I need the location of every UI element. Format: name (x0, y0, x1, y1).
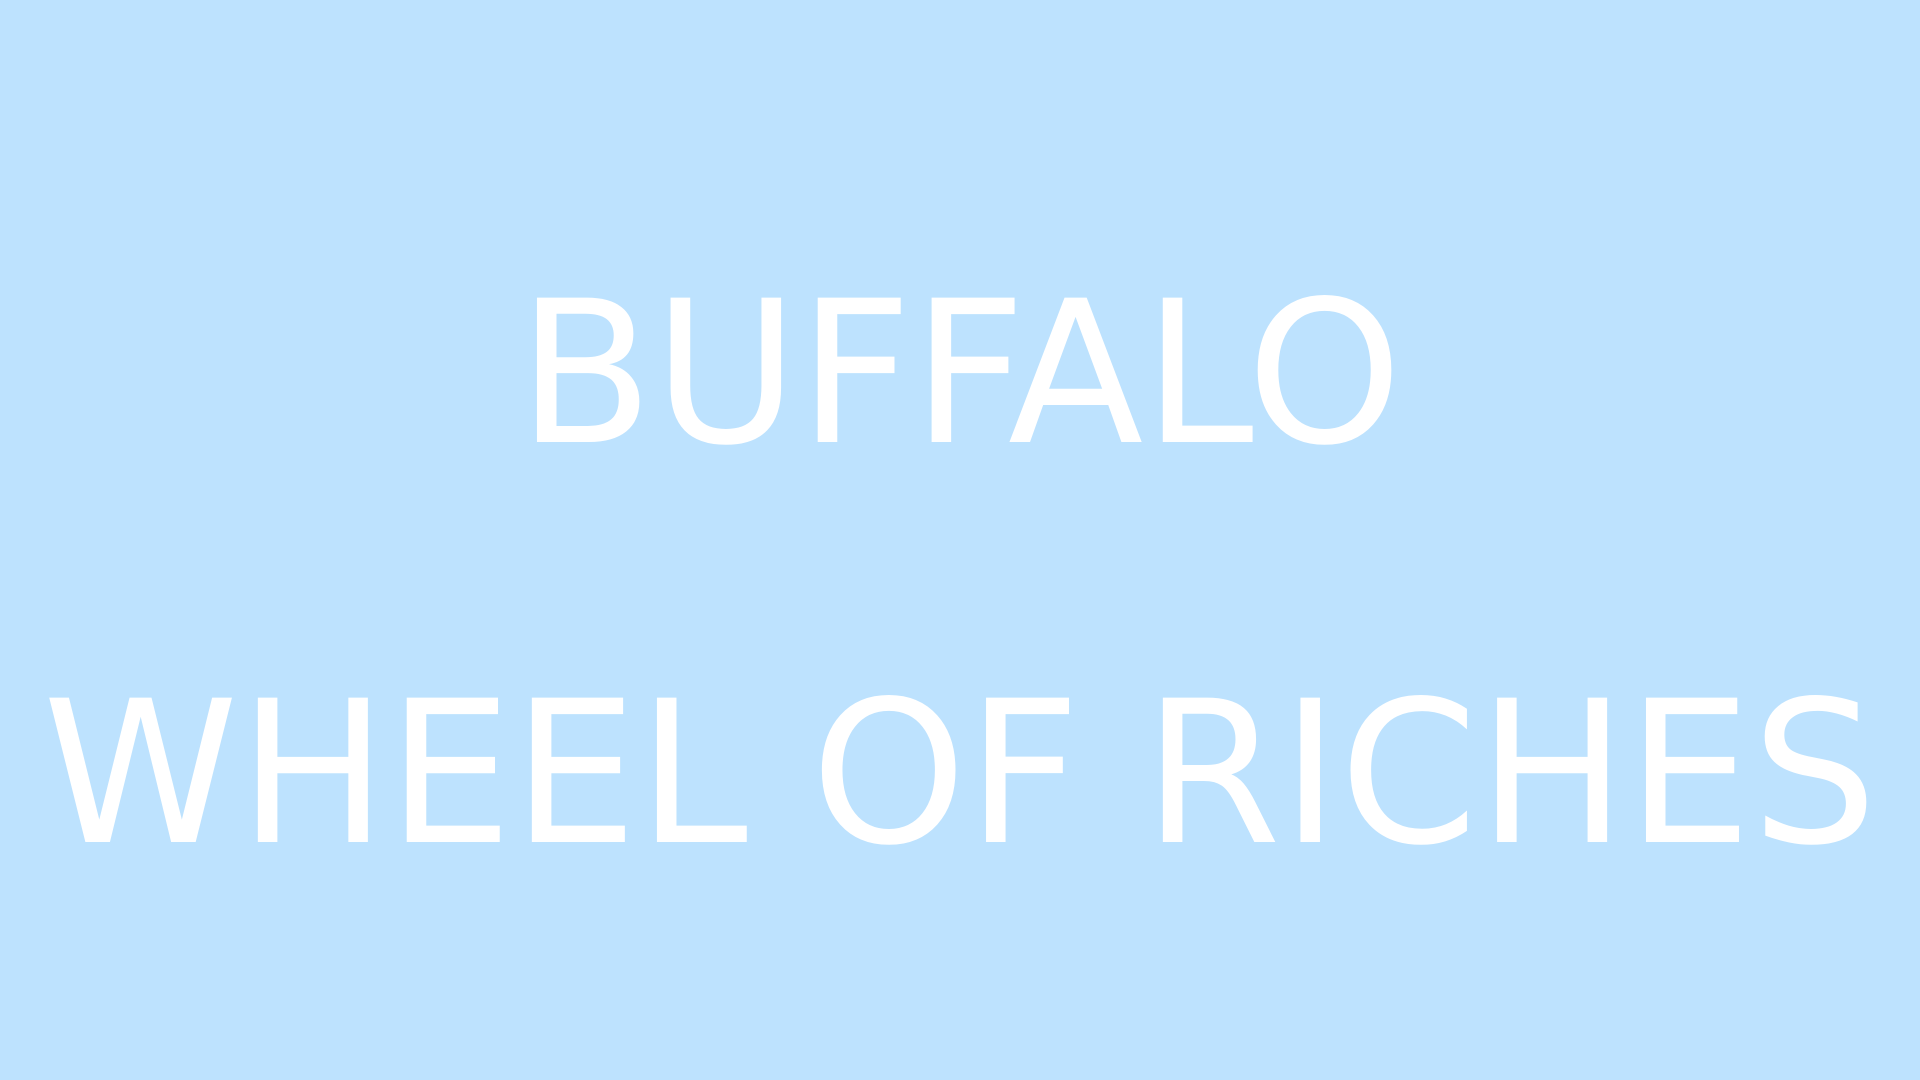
title-line-wheel-of-riches: WHEEL OF RICHES (42, 658, 1878, 889)
title-line-buffalo: BUFFALO (517, 258, 1403, 489)
